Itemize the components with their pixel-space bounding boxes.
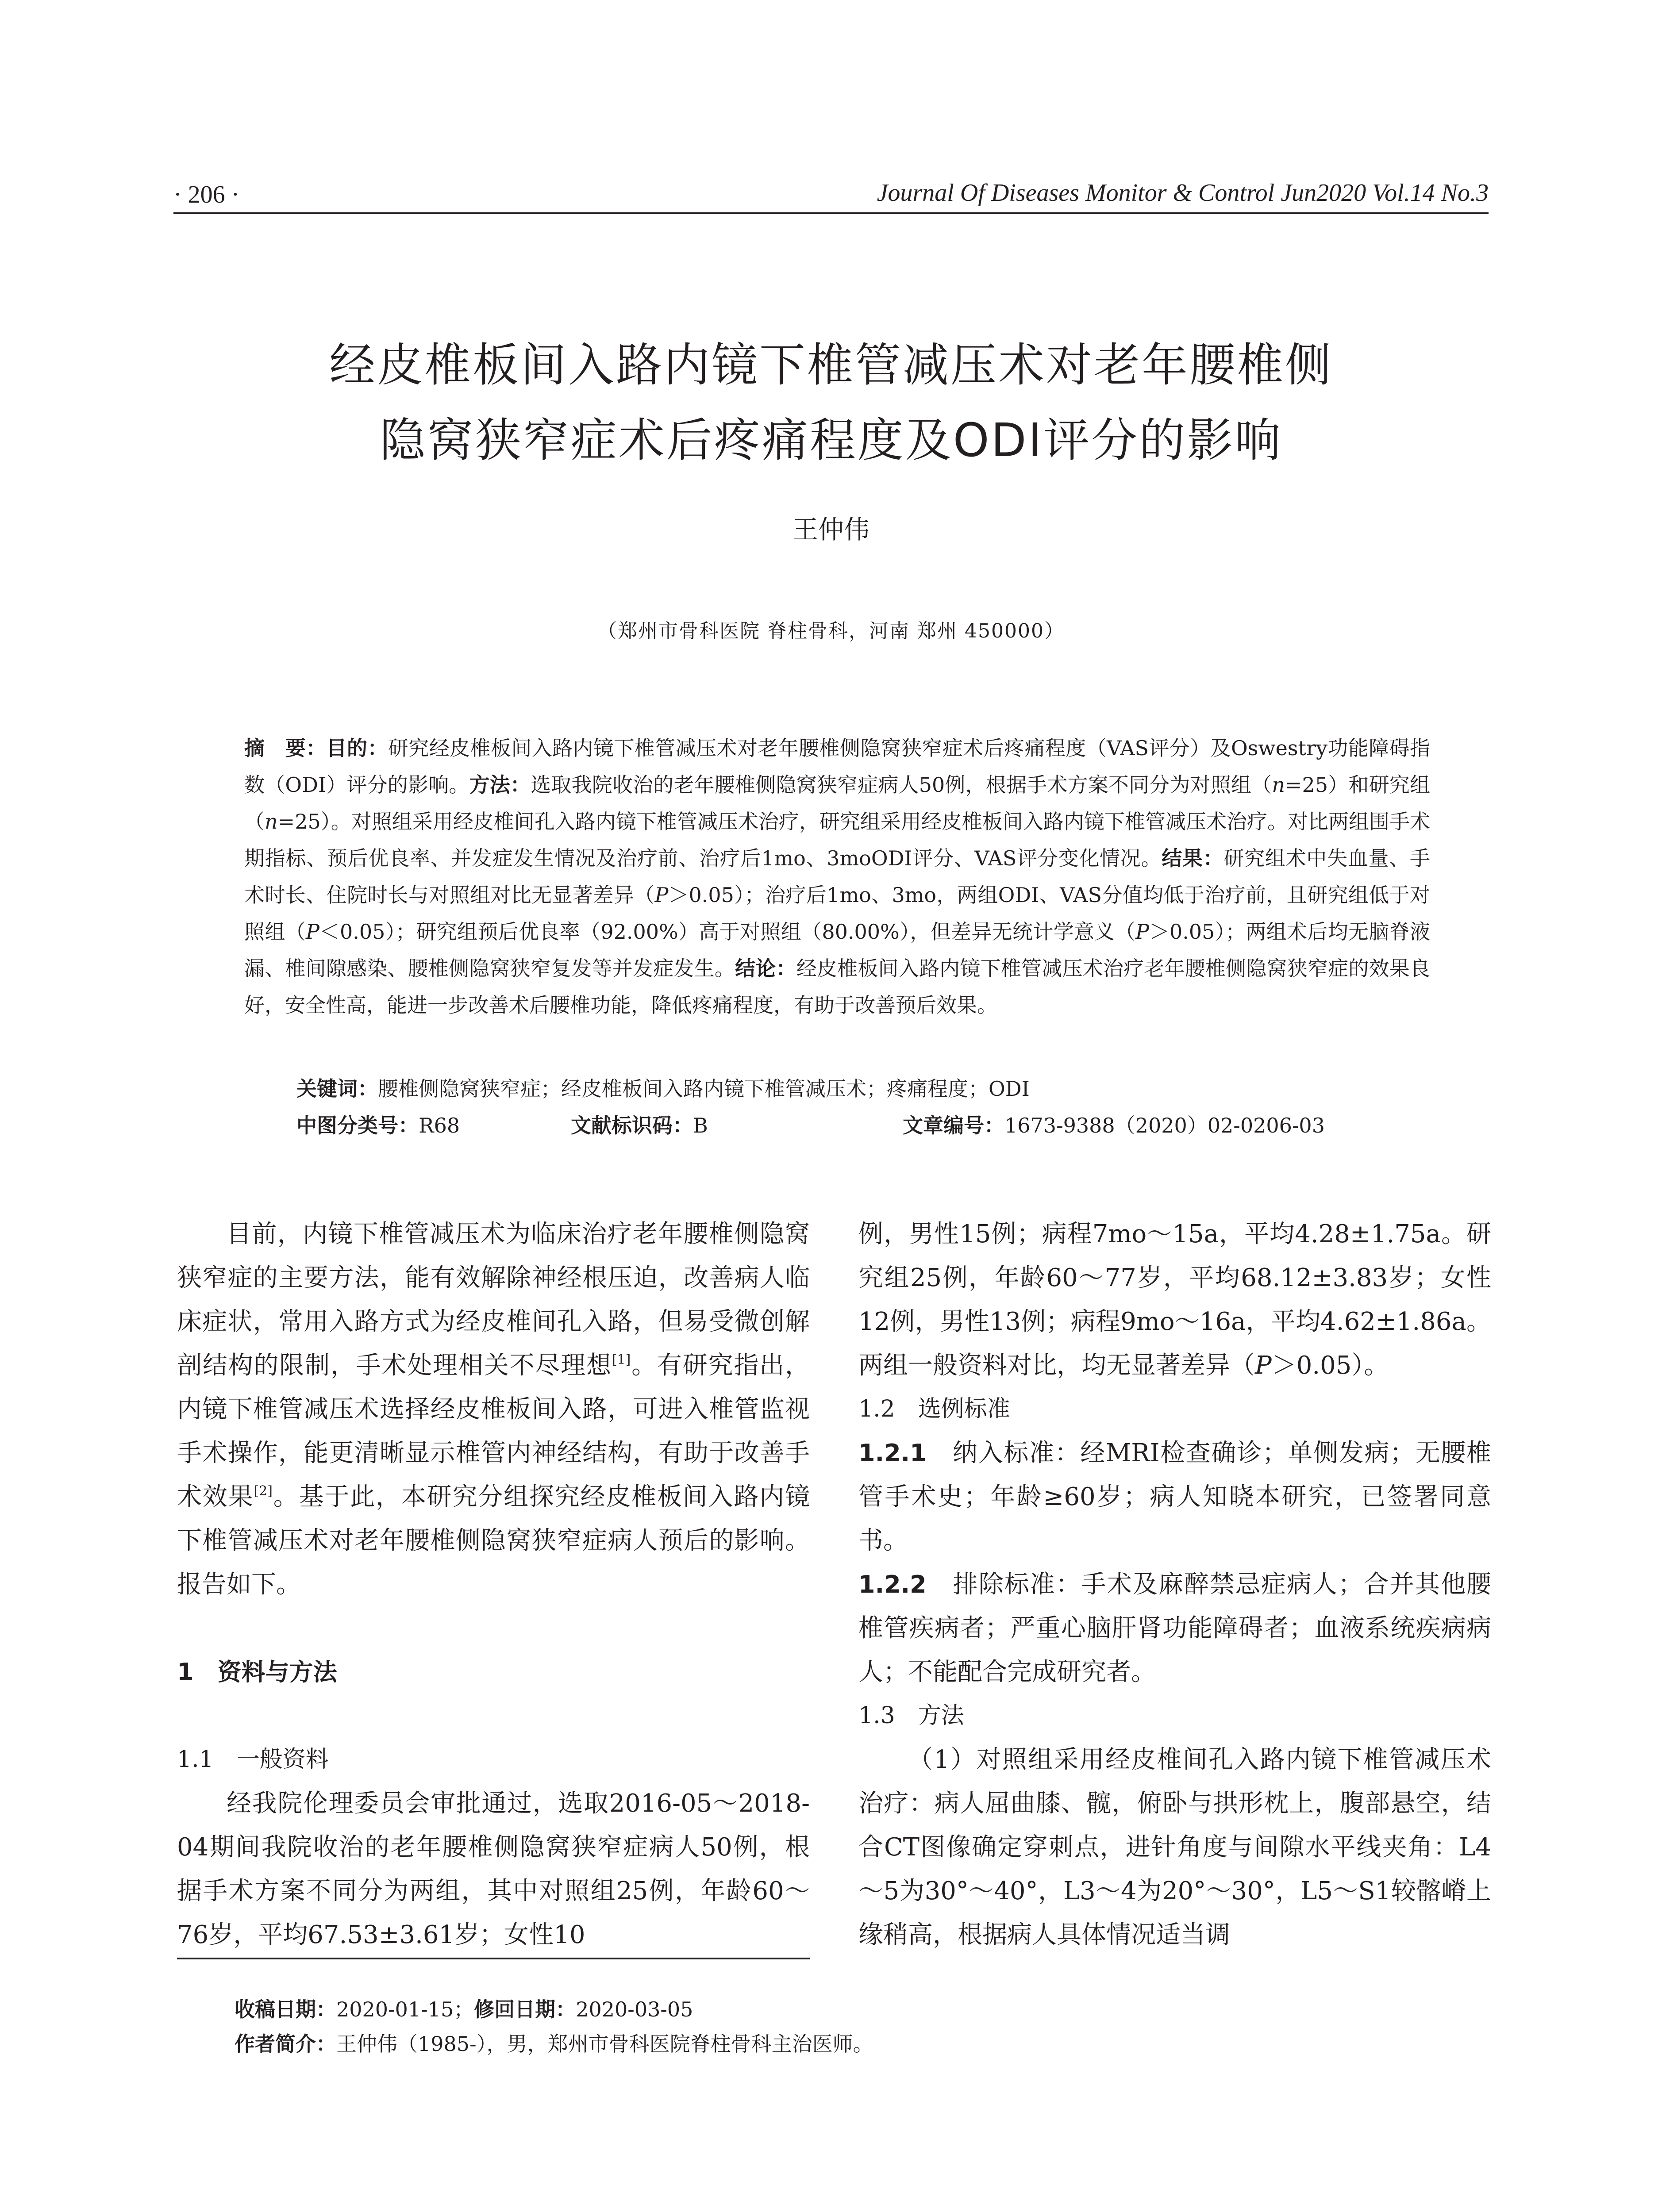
- citation-1: [1]: [612, 1352, 631, 1367]
- inclusion-text: 纳入标准：经MRI检查确诊；单侧发病；无腰椎管手术史；年龄≥60岁；病人知晓本研究，已签署同意书。: [858, 1439, 1491, 1555]
- date-separator: ；: [454, 1997, 474, 2021]
- citation-2: [2]: [254, 1483, 273, 1499]
- body-right-column: [858, 1212, 1491, 1957]
- p-symbol: P: [1135, 920, 1149, 944]
- objective-label: 目的：: [326, 736, 388, 760]
- clc-number: [296, 1107, 460, 1144]
- exclusion-label: 1.2.2: [858, 1571, 927, 1598]
- affiliation: （郑州市骨科医院 脊柱骨科，河南 郑州 450000）: [597, 620, 1065, 642]
- inclusion-label: 1.2.1: [858, 1439, 927, 1467]
- clc-label: 中图分类号：: [296, 1114, 419, 1137]
- methods-paragraph: （1）对照组采用经皮椎间孔入路内镜下椎管减压术治疗：病人屈曲膝、髋，俯卧与拱形枕上，腹部悬空，结合CT图像确定穿刺点，进针角度与间隙水平线夹角：L4～5为30°～40°，L3～4为20°～30°，L5～S1较髂嵴上缘稍高，根据病人具体情况适当调: [858, 1745, 1491, 1949]
- header-rule: [173, 212, 1489, 214]
- received-date: 2020-01-15: [336, 1997, 454, 2021]
- author-bio: 王仲伟（1985-），男，郑州市骨科医院脊柱骨科主治医师。: [336, 2032, 873, 2056]
- section-heading-1: 1 资料与方法: [177, 1658, 337, 1686]
- conclusion-label: 结论：: [735, 956, 796, 980]
- section-heading-1-3: 1.3 方法: [858, 1702, 964, 1729]
- article-number: [903, 1107, 1325, 1144]
- n-symbol: n: [1272, 773, 1285, 797]
- general-paragraph: 经我院伦理委员会审批通过，选取2016-05～2018-04期间我院收治的老年腰椎侧隐窝狭窄症病人50例，根据手术方案不同分为两组，其中对照组25例，年龄60～76岁，平均67.53±3.61岁；女性10: [177, 1789, 810, 1949]
- document-code: [571, 1107, 708, 1144]
- body-left-column: [177, 1212, 810, 1957]
- author-bio-label: 作者简介：: [235, 2032, 336, 2056]
- exclusion-text: 排除标准：手术及麻醉禁忌症病人；合并其他腰椎管疾病者；严重心脑肝肾功能障碍者；血液系统疾病病人；不能配合完成研究者。: [858, 1570, 1491, 1686]
- revised-date: 2020-03-05: [576, 1997, 693, 2021]
- section-heading-1-2: 1.2 选例标准: [858, 1396, 1010, 1422]
- intro-text-b: 。有研究指出，内镜下椎管减压术选择经皮椎板间入路，可进入椎管监视手术操作，能更清晰显示椎管内神经结构，有助于改善手术效果: [177, 1351, 810, 1511]
- keywords-label: 关键词：: [296, 1077, 378, 1101]
- author-name: 王仲伟: [792, 515, 869, 545]
- results-label: 结果：: [1162, 846, 1224, 870]
- p-symbol: P: [654, 883, 669, 907]
- article-number-value: 1673-9388（2020）02-0206-03: [1004, 1114, 1325, 1137]
- general-paragraph-cont: [858, 1212, 1491, 1387]
- results-text-b: ＞0.05）；治疗后1mo、3mo，两组ODI、VAS分值均低于治疗前，且研究组低于对照组（: [244, 883, 1430, 944]
- keywords-text: 腰椎侧隐窝狭窄症；经皮椎板间入路内镜下椎管减压术；疼痛程度；ODI: [378, 1077, 1030, 1101]
- revised-label: 修回日期：: [474, 1997, 576, 2021]
- general-text-c: ＞0.05）。: [1271, 1351, 1389, 1380]
- exclusion-criteria: [858, 1563, 1491, 1694]
- methods-label: 方法：: [469, 773, 531, 797]
- footnote-dates: [235, 1993, 1385, 2026]
- results-text-a: 研究组术中失血量、手术时长、住院时长与对照组对比无显著差异（: [244, 846, 1431, 907]
- abstract-label: 摘 要：: [244, 736, 327, 760]
- abstract: [244, 730, 1430, 1024]
- methods-text-a: 选取我院收治的老年腰椎侧隐窝狭窄症病人50例，根据手术方案不同分为对照组（: [531, 773, 1272, 797]
- title-line-1: 经皮椎板间入路内镜下椎管减压术对老年腰椎侧: [329, 338, 1333, 392]
- methods-text-c: =25）。对照组采用经皮椎间孔入路内镜下椎管减压术治疗，研究组采用经皮椎板间入路内镜下椎管减压术治疗。对比两组围手术期指标、预后优良率、并发症发生情况及治疗前、治疗后1mo、3moODI评分、VAS评分变化情况。: [244, 810, 1431, 870]
- p-symbol: P: [1255, 1351, 1272, 1380]
- journal-header: Journal Of Diseases Monitor & Control Jun2020 Vol.14 No.3: [877, 179, 1489, 207]
- intro-text-a: 目前，内镜下椎管减压术为临床治疗老年腰椎侧隐窝狭窄症的主要方法，能有效解除神经根压迫，改善病人临床症状，常用入路方式为经皮椎间孔入路，但易受微创解剖结构的限制，手术处理相关不尽理想: [177, 1220, 810, 1380]
- objective-text: 研究经皮椎板间入路内镜下椎管减压术对老年腰椎侧隐窝狭窄症术后疼痛程度（VAS评分）及Oswestry功能障碍指数（ODI）评分的影响。: [244, 736, 1431, 797]
- p-symbol: P: [306, 920, 319, 944]
- intro-paragraph: [177, 1212, 810, 1606]
- clc-value: R68: [419, 1114, 460, 1137]
- n-symbol: n: [265, 810, 278, 833]
- received-label: 收稿日期：: [235, 1997, 336, 2021]
- title-line-2: 隐窝狭窄症术后疼痛程度及ODI评分的影响: [379, 413, 1283, 467]
- footnote-author: [235, 2028, 1385, 2060]
- methods-text-b: =25）和研究组（: [244, 773, 1431, 833]
- keywords: [296, 1071, 1429, 1107]
- article-number-label: 文章编号：: [903, 1114, 1004, 1137]
- results-text-d: ＞0.05）；两组术后均无脑脊液漏、椎间隙感染、腰椎侧隐窝狭窄复发等并发症发生。: [244, 920, 1431, 980]
- inclusion-criteria: [858, 1431, 1491, 1563]
- doc-code-label: 文献标识码：: [571, 1114, 693, 1137]
- section-heading-1-1: 1.1 一般资料: [177, 1746, 329, 1773]
- conclusion-text: 经皮椎板间入路内镜下椎管减压术治疗老年腰椎侧隐窝狭窄症的效果良好，安全性高，能进一步改善术后腰椎功能，降低疼痛程度，有助于改善预后效果。: [244, 956, 1431, 1017]
- footnote-rule: [177, 1958, 810, 1959]
- page-number: · 206 ·: [173, 181, 240, 208]
- intro-text-c: 。基于此，本研究分组探究经皮椎板间入路内镜下椎管减压术对老年腰椎侧隐窝狭窄症病人预后的影响。报告如下。: [177, 1482, 810, 1599]
- general-text-b: 例，男性15例；病程7mo～15a，平均4.28±1.75a。研究组25例，年龄60～77岁，平均68.12±3.83岁；女性12例，男性13例；病程9mo～16a，平均4.62±1.86a。两组一般资料对比，均无显著差异（: [858, 1220, 1492, 1380]
- paper-title: [173, 327, 1489, 478]
- doc-code-value: B: [693, 1114, 708, 1137]
- results-text-c: ＜0.05）；研究组预后优良率（92.00%）高于对照组（80.00%），但差异无统计学意义（: [319, 920, 1136, 944]
